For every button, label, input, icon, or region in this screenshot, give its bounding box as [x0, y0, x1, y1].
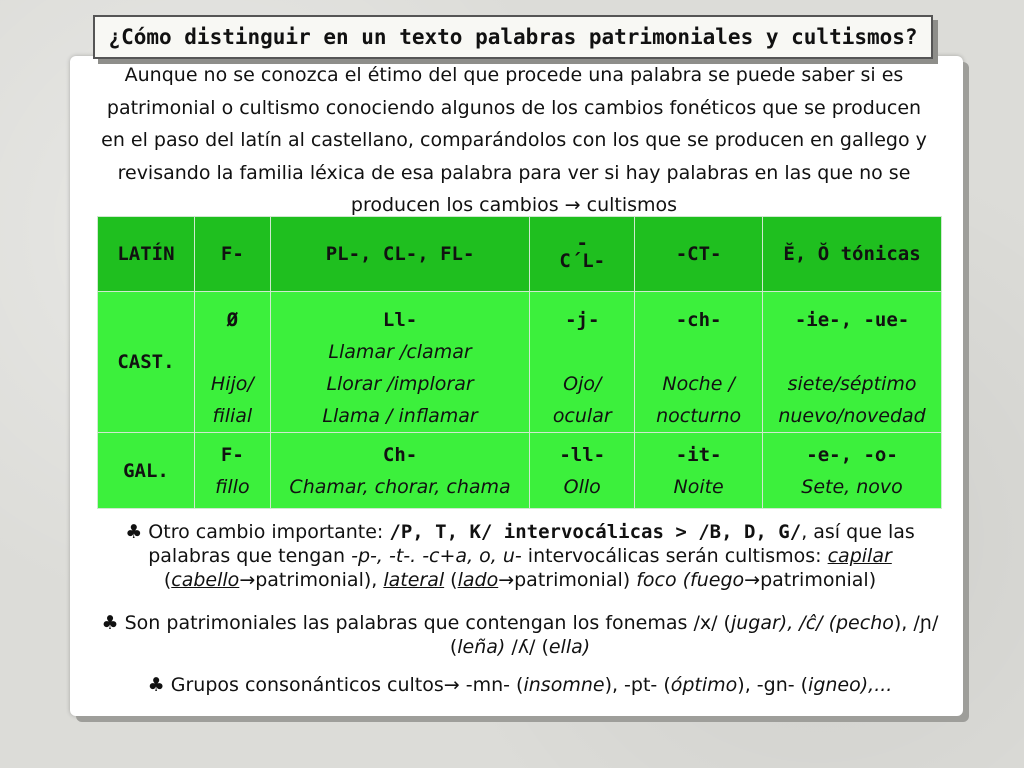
phonetic-changes-table	[97, 216, 942, 509]
gal-cell-tonic	[763, 433, 942, 509]
club-bullet-icon: ♣	[101, 612, 119, 634]
cast-tonic-head: -ie-, -ue-	[794, 309, 910, 331]
cast-ct-head: -ch-	[675, 309, 722, 331]
gal-tonic-example: Sete, novo	[801, 475, 903, 498]
table-row-castellano	[98, 292, 942, 433]
club-bullet-icon: ♣	[147, 674, 165, 696]
gal-cell-ct	[635, 433, 763, 509]
cast-pl-example-2: Llorar /implorar	[326, 373, 474, 395]
gal-cl-example: Ollo	[563, 475, 601, 498]
gal-ct-example: Noite	[673, 475, 724, 498]
cast-cell-f	[194, 292, 270, 433]
header-cl-macron: -	[576, 232, 588, 254]
note-patrimonial-phonemes: ♣ Son patrimoniales las palabras que contengan los fonemas /x/ (jugar), /ĉ/ (pecho), /ɲ/ (leña) /ʎ/ (ella)	[101, 612, 939, 658]
cast-pl-example-3: Llama / inflamar	[322, 405, 478, 427]
cast-f-head: Ø	[226, 309, 239, 331]
gal-f-example: fillo	[215, 475, 250, 498]
table-row-gallego	[98, 433, 942, 509]
cast-cell-tonic	[763, 292, 942, 433]
cast-cl-example-2: ocular	[552, 405, 612, 427]
cast-ct-example-1: Noche /	[662, 373, 735, 395]
cast-cell-pl	[270, 292, 530, 433]
row-label-latin: LATÍN	[98, 217, 195, 292]
cast-f-example-2: filial	[212, 405, 253, 427]
note-intervocalic: ♣ Otro cambio importante: /P, T, K/ intervocálicas > /B, D, G/, así que las palabras que tengan -p-, -t-. -c+a, o, u- intervocálicas serán cultismos: capilar (cabello→patrimonial), lateral (lado→patrimonial) foco (fuego→patrimonial)	[125, 521, 915, 591]
gal-f-head: F-	[220, 443, 244, 466]
gal-pl-example: Chamar, chorar, chama	[289, 475, 511, 498]
note-learned-clusters: ♣ Grupos consonánticos cultos→ -mn- (insomne), -pt- (óptimo), -gn- (igneo),...	[147, 674, 893, 696]
row-label-castellano: CAST.	[98, 292, 195, 433]
table-row-latin	[98, 217, 942, 292]
header-cl-text: C´L-	[559, 250, 606, 272]
gal-ct-head: -it-	[675, 443, 722, 466]
gal-cell-cl	[530, 433, 635, 509]
cast-tonic-example-1: siete/séptimo	[787, 373, 917, 395]
gal-tonic-head: -e-, -o-	[806, 443, 898, 466]
cast-cell-cl	[530, 292, 635, 433]
gal-pl-head: Ch-	[382, 443, 418, 466]
header-tonic-vowels: Ĕ, Ŏ tónicas	[763, 217, 942, 292]
cast-pl-head: Ll-	[382, 309, 418, 331]
club-bullet-icon: ♣	[125, 521, 143, 543]
header-f: F-	[194, 217, 270, 292]
gal-cell-f	[194, 433, 270, 509]
cast-cell-ct	[635, 292, 763, 433]
cast-ct-example-2: nocturno	[656, 405, 742, 427]
row-label-gallego: GAL.	[98, 433, 195, 509]
cast-cl-head: -j-	[565, 309, 600, 331]
cast-cl-example-1: Ojo/	[563, 373, 602, 395]
header-pl-cl-fl: PL-, CL-, FL-	[270, 217, 530, 292]
cast-pl-example-1: Llamar /clamar	[328, 341, 472, 363]
header-cl	[530, 217, 635, 292]
gal-cell-pl	[270, 433, 530, 509]
notes-section	[100, 520, 940, 697]
cast-tonic-example-2: nuevo/novedad	[778, 405, 926, 427]
gal-cl-head: -ll-	[559, 443, 606, 466]
page-title: ¿Cómo distinguir en un texto palabras patrimoniales y cultismos?	[93, 15, 933, 59]
cast-f-example-1: Hijo/	[210, 373, 254, 395]
header-ct: -CT-	[635, 217, 763, 292]
intro-paragraph: Aunque no se conozca el étimo del que procede una palabra se puede saber si es patrimonial o cultismo conociendo algunos de los cambios fonéticos que se producen en el paso del latín al castellano, comparándolos con los que se producen en gallego y revisando la familia léxica de esa palabra para ver si hay palabras en las que no se producen los cambios → cultismos	[101, 64, 927, 216]
